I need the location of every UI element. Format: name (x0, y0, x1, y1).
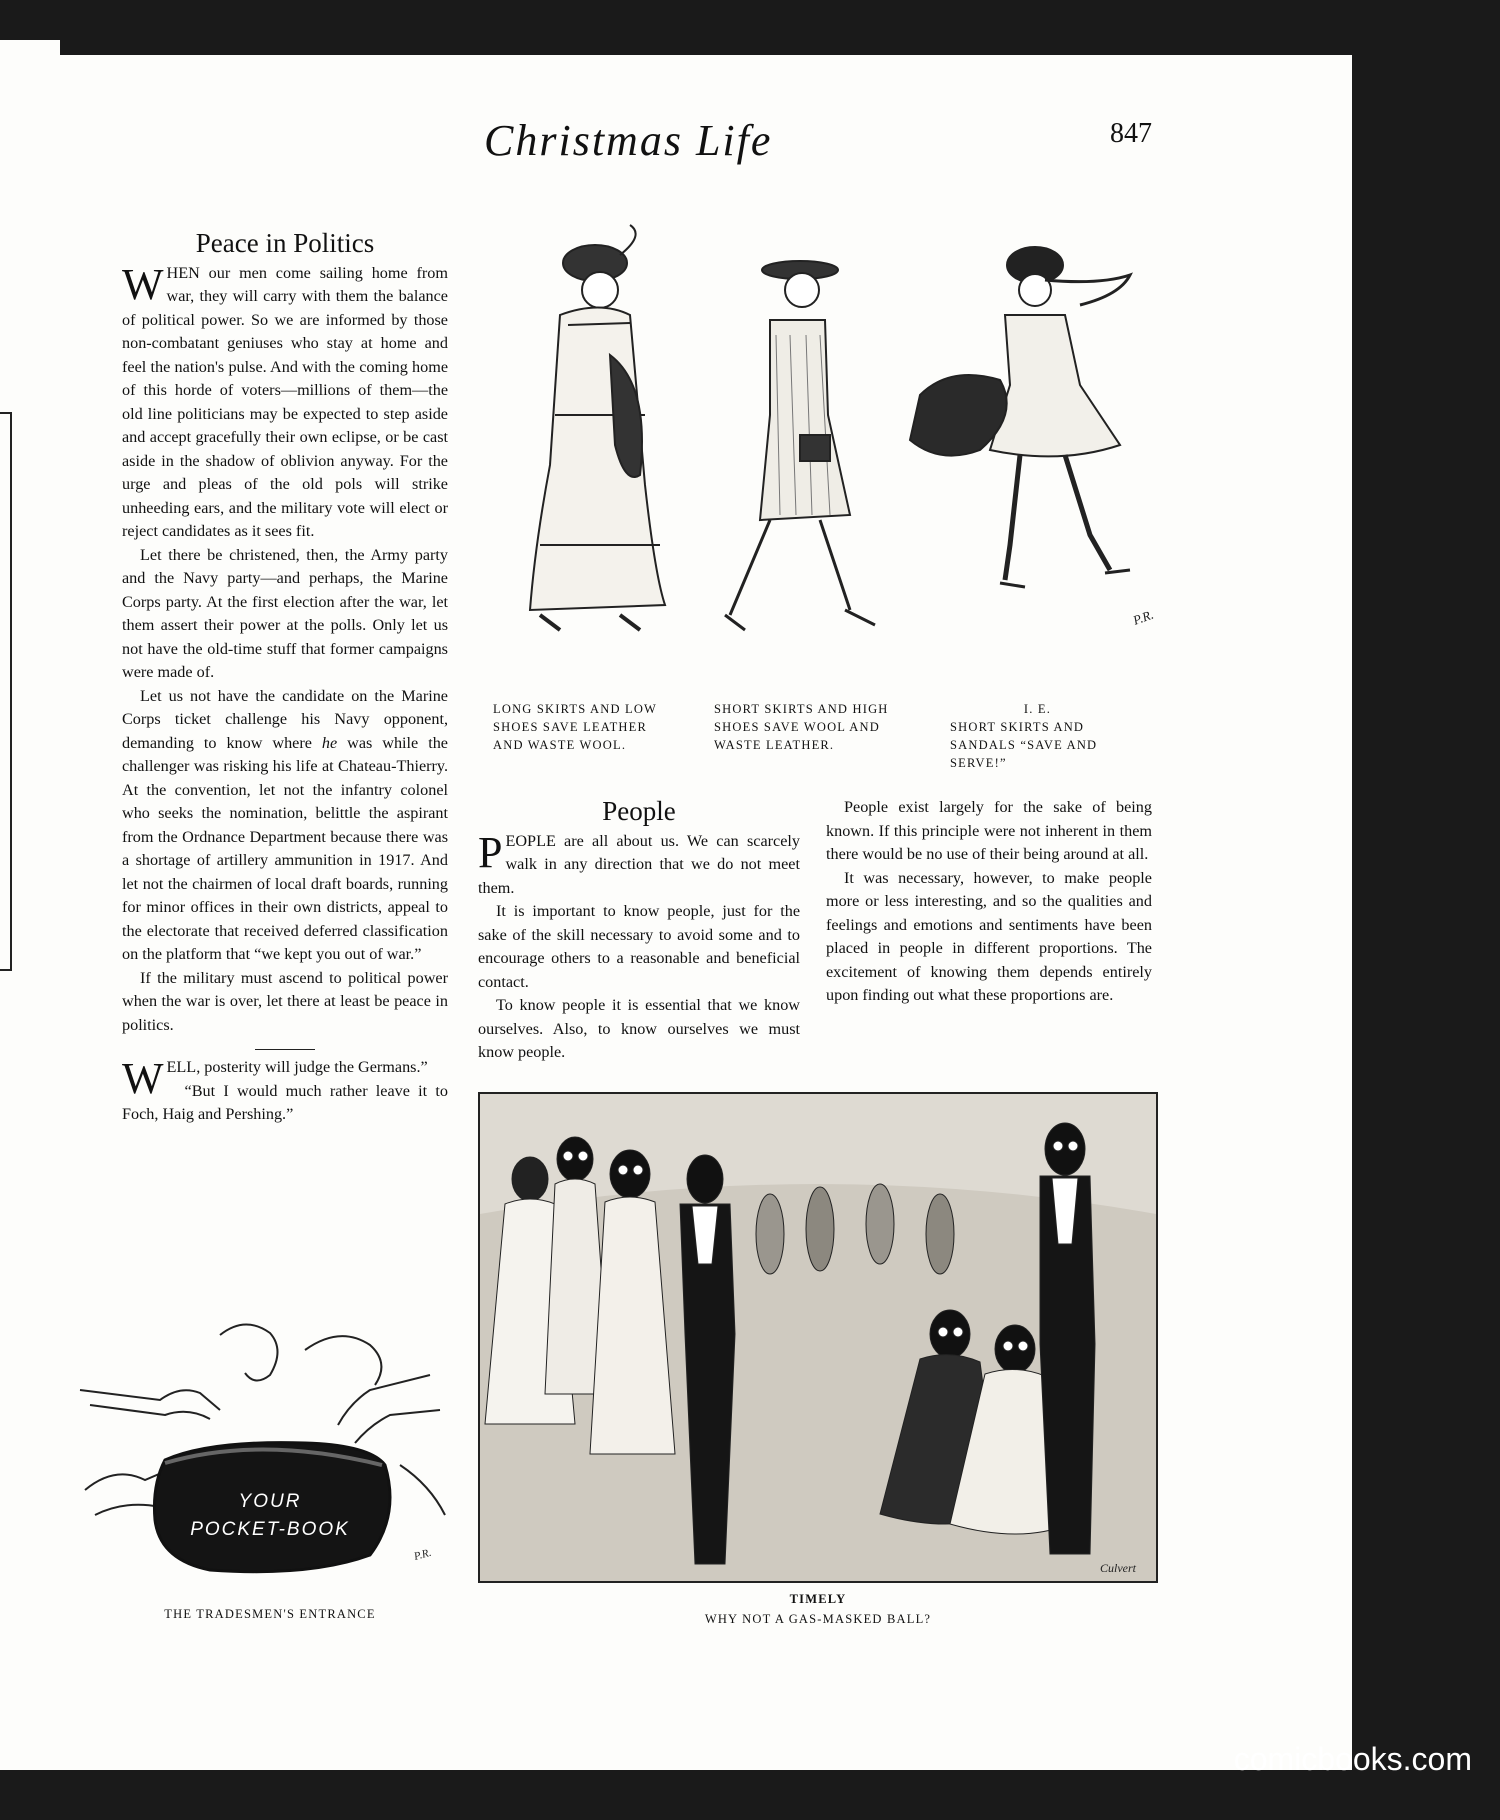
facing-page-edge (0, 40, 60, 1770)
fashion-caption-3: SHORT SKIRTS AND SANDALS “SAVE AND SERVE!” (950, 720, 1098, 770)
article-paragraph: It is important to know people, just for the sake of the skill necessary to avoid some and to encourage others to a reasonable and beneficial contact. (478, 902, 800, 991)
svg-text:POCKET-BOOK: POCKET-BOOK (190, 1519, 350, 1540)
article-paragraph: Let us not have the candidate on the Marine Corps ticket challenge his Navy opponent, demanding to know where he was while the challenger was risking his life at Chateau-Thierry. At the convention, let not the infantry colonel who seeks the nomination, belittle the aspirant from the Ordnance Department because there was a shortage of artillery ammunition in 1917. And let not the chairmen of local draft boards, running for minor offices in their own districts, appeal to the electorate that received deferred classification on the platform that “we kept you out of war.” (122, 686, 448, 963)
svg-text:YOUR: YOUR (238, 1491, 302, 1512)
section-divider (255, 1049, 315, 1050)
article-paragraph: Let there be christened, then, the Army party and the Navy party—and perhaps, the Marine Corps party. At the first election after the war, let them assert their power at the polls. Only let us not have the old-time stuff that former campaigns were made of. (122, 545, 448, 681)
article-paragraph: WHEN our men come sailing home from war, they will carry with them the balance of political power. So we are informed by those non-combatant geniuses who stay at home and feel the nation's pulse. And with the coming home of this horde of voters—millions of them—the old line politicians may be expected to step aside and accept gracefully their own eclipse, or be cast aside in the shadow of oblivion anyway. For the urge and pleas of the old pols will strike unheeding ears, and the military vote will elect or reject candidates as it sees fit. (122, 259, 448, 540)
fashion-caption-1: LONG SKIRTS AND LOW SHOES SAVE LEATHER AND WASTE WOOL. (493, 702, 657, 752)
svg-text:P.R.: P.R. (412, 1546, 433, 1563)
article-paragraph: If the military must ascend to political power when the war is over, let there at least be peace in politics. (122, 968, 448, 1034)
watermark: comicbooks.com (1233, 1741, 1472, 1777)
peace-in-politics-article (122, 228, 448, 1127)
gas-masked-ball-illustration (478, 1092, 1158, 1583)
joke-paragraph: WELL, posterity will judge the Germans.” (122, 1054, 428, 1103)
people-article-continued (826, 796, 1152, 1008)
drop-cap: W (122, 259, 164, 309)
fashion-caption-2: SHORT SKIRTS AND HIGH SHOES SAVE WOOL AND WASTE LEATHER. (714, 702, 889, 752)
article-paragraph: It was necessary, however, to make people more or less interesting, and so the qualities and feelings and emotions and sentiments have been placed in people in different proportions. The excitement of knowing them depends entirely upon finding out what these proportions are. (826, 868, 1152, 1004)
fashion-caption-3-title: I. E. (1023, 702, 1052, 716)
page-number: 847 (1110, 118, 1152, 149)
article-headline: People (602, 796, 676, 826)
article-paragraph: To know people it is essential that we know ourselves. Also, to know ourselves we must know people. (478, 996, 800, 1061)
article-paragraph: People exist largely for the sake of being known. If this principle were not inherent in them there would be no use of their being around at all. (826, 798, 1152, 863)
running-title: Christmas Life (484, 116, 773, 165)
svg-text:Culvert: Culvert (1100, 1561, 1136, 1575)
drop-cap: W (122, 1054, 164, 1103)
svg-text:P.R.: P.R. (1130, 606, 1156, 628)
pocketbook-illustration (70, 1315, 460, 1600)
article-headline: Peace in Politics (195, 228, 375, 258)
drop-cap: P (478, 827, 503, 877)
people-article (478, 796, 800, 1065)
article-paragraph: PEOPLE are all about us. We can scarcely walk in any direction that we do not meet them. (478, 827, 800, 897)
joke-paragraph: “But I would much rather leave it to Foch, Haig and Pershing.” (122, 1081, 448, 1123)
fashion-illustration (480, 215, 1180, 685)
ball-caption-title: TIMELY (789, 1592, 847, 1606)
facing-page-rule (0, 412, 12, 971)
pocketbook-caption: THE TRADESMEN'S ENTRANCE (164, 1607, 376, 1621)
ball-caption: WHY NOT A GAS-MASKED BALL? (704, 1612, 932, 1626)
